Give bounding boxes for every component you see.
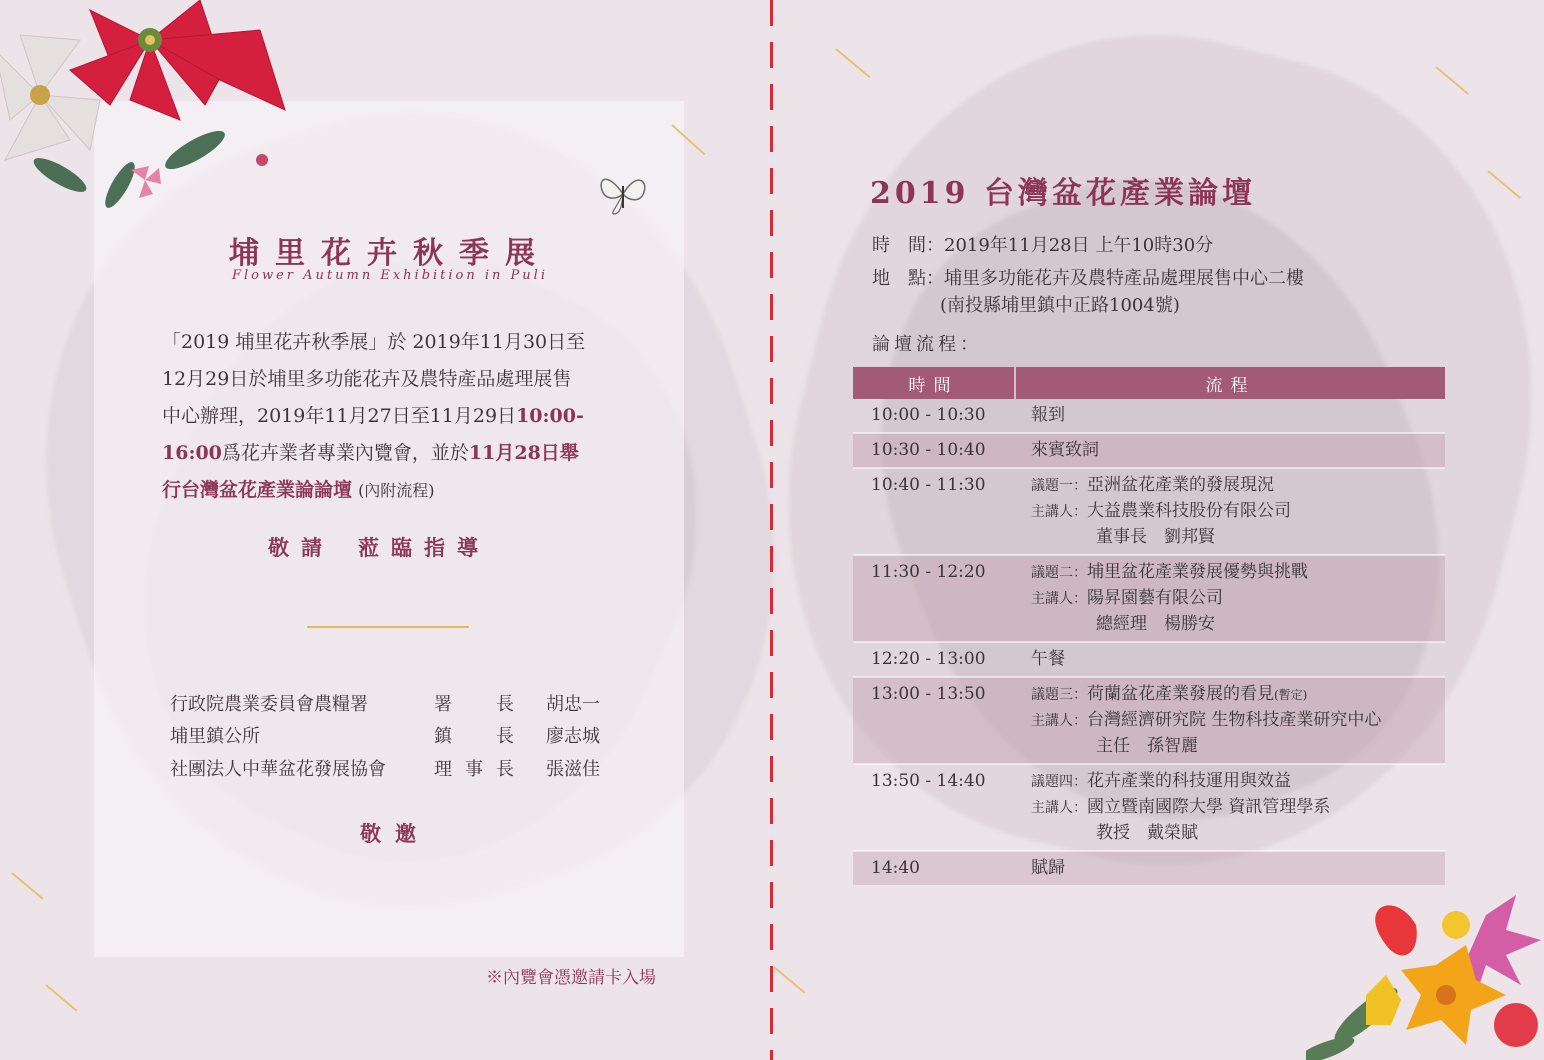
schedule-row xyxy=(853,433,1445,468)
row-time: 10:30 - 10:40 xyxy=(853,433,1015,468)
host-title: 理事長 xyxy=(434,759,514,780)
schedule-row xyxy=(853,642,1445,677)
host-name: 張滋佳 xyxy=(546,759,600,780)
topic-line xyxy=(1031,560,1445,586)
forum-title: 2019 台灣盆花產業論壇 xyxy=(870,176,1256,211)
intro-highlight: 10:00- xyxy=(516,405,584,427)
speaker-label: 主講人： xyxy=(1031,504,1087,520)
time-value: 2019年11月28日 上午10時30分 xyxy=(944,235,1214,256)
exhibition-subtitle: Flower Autumn Exhibition in Puli xyxy=(231,268,548,283)
invitation-phrase-1: 敬請 xyxy=(268,535,334,560)
host-org: 社團法人中華盆花發展協會 xyxy=(170,759,386,780)
butterfly-icon xyxy=(596,168,650,218)
time-label: 時 間： xyxy=(872,235,944,256)
speaker-org: 國立暨南國際大學 資訊管理學系 xyxy=(1087,797,1331,817)
entry-note: ※內覽會憑邀請卡入場 xyxy=(486,968,656,988)
topic-line xyxy=(1031,769,1445,795)
speaker-org: 台灣經濟研究院 生物科技產業研究中心 xyxy=(1087,710,1382,730)
row-detail xyxy=(1015,555,1445,642)
schedule-row xyxy=(853,851,1445,885)
host-name: 廖志城 xyxy=(546,726,600,747)
gold-stroke xyxy=(11,872,43,899)
host-name: 胡忠一 xyxy=(546,694,600,715)
invitation-sign: 敬邀 xyxy=(360,821,430,846)
row-time: 12:20 - 13:00 xyxy=(853,642,1015,677)
row-detail xyxy=(1015,468,1445,555)
speaker-label: 主講人： xyxy=(1031,800,1087,816)
row-detail xyxy=(1015,677,1445,764)
topic-label: 議題一： xyxy=(1031,478,1087,494)
schedule-row xyxy=(853,555,1445,642)
topic-text: 花卉產業的科技運用與效益 xyxy=(1087,771,1291,791)
forum-place xyxy=(872,264,1304,290)
host-org: 埔里鎮公所 xyxy=(170,726,260,747)
speaker-org: 陽昇園藝有限公司 xyxy=(1087,588,1223,608)
topic-label: 議題四： xyxy=(1031,774,1087,790)
intro-line xyxy=(162,435,622,472)
speaker-label: 主講人： xyxy=(1031,713,1087,729)
gold-stroke xyxy=(45,984,77,1011)
forum-flow-label: 論壇流程： xyxy=(872,334,982,355)
gold-stroke xyxy=(773,966,805,993)
row-item: 午餐 xyxy=(1015,642,1445,677)
speaker-org: 大益農業科技股份有限公司 xyxy=(1087,501,1291,521)
tropical-flower-icon xyxy=(1306,885,1544,1060)
exhibition-title: 埔里花卉秋季展 xyxy=(229,236,551,271)
host-title: 鎮長 xyxy=(434,726,514,747)
host-title: 署長 xyxy=(434,694,514,715)
poinsettia-flower-icon xyxy=(0,0,290,215)
row-item: 報到 xyxy=(1031,405,1065,425)
topic-label: 議題二： xyxy=(1031,565,1087,581)
speaker-name: 總經理 楊勝安 xyxy=(1096,614,1215,634)
forum-address: (南投縣埔里鎮中正路1004號) xyxy=(940,295,1180,316)
fold-divider xyxy=(770,0,773,1060)
speaker-line xyxy=(1031,586,1445,612)
intro-paragraph xyxy=(162,324,622,509)
intro-highlight: 11月28日舉 xyxy=(468,442,579,464)
topic-line xyxy=(1031,473,1445,499)
intro-highlight: 16:00 xyxy=(162,442,222,464)
speaker-line xyxy=(1031,499,1445,525)
intro-line: 「2019 埔里花卉秋季展」於 2019年11月30日至 xyxy=(162,331,586,353)
schedule-row xyxy=(853,677,1445,764)
intro-note: (內附流程) xyxy=(358,481,435,500)
row-item: 賦歸 xyxy=(1015,851,1445,885)
gold-stroke xyxy=(1435,66,1468,95)
intro-text: 中心辦理，2019年11月27日至11月29日 xyxy=(162,405,517,427)
invitation-phrase-2: 蒞臨指導 xyxy=(358,535,490,560)
speaker-name: 主任 孫智麗 xyxy=(1096,736,1198,756)
speaker-line xyxy=(1031,708,1445,734)
gold-stroke xyxy=(835,48,870,78)
row-time: 13:00 - 13:50 xyxy=(853,677,1015,764)
topic-text: 亞洲盆花產業的發展現況 xyxy=(1087,475,1274,495)
speaker-name: 董事長 劉邦賢 xyxy=(1096,527,1215,547)
topic-line xyxy=(1031,682,1445,708)
row-detail xyxy=(1015,764,1445,851)
schedule-row xyxy=(853,399,1445,433)
intro-line: 12月29日於埔里多功能花卉及農特產品處理展售 xyxy=(162,368,572,390)
schedule-row xyxy=(853,468,1445,555)
schedule-header xyxy=(853,367,1445,399)
row-time: 10:00 - 10:30 xyxy=(871,405,986,425)
intro-highlight: 行台灣盆花產業論論壇 xyxy=(162,479,353,501)
speaker-label: 主講人： xyxy=(1031,591,1087,607)
intro-line xyxy=(162,472,622,509)
forum-time xyxy=(872,231,1213,257)
invitation-phrase xyxy=(268,532,490,562)
schedule-row xyxy=(853,764,1445,851)
place-value: 埔里多功能花卉及農特產品處理展售中心二樓 xyxy=(944,268,1304,289)
intro-line xyxy=(162,398,622,435)
intro-text: 爲花卉業者專業內覽會，並於 xyxy=(221,442,469,464)
topic-label: 議題三： xyxy=(1031,687,1087,703)
col-flow: 流程 xyxy=(1015,367,1445,399)
schedule-table xyxy=(853,367,1445,885)
host-org: 行政院農業委員會農糧署 xyxy=(170,694,368,715)
gold-stroke xyxy=(1487,170,1520,199)
topic-note: (暫定) xyxy=(1274,688,1308,702)
row-time: 10:40 - 11:30 xyxy=(853,468,1015,555)
place-label: 地 點： xyxy=(872,268,944,289)
row-time: 14:40 xyxy=(853,851,1015,885)
speaker-line xyxy=(1031,795,1445,821)
topic-text: 埔里盆花產業發展優勢與挑戰 xyxy=(1087,562,1308,582)
topic-text: 荷蘭盆花產業發展的看見 xyxy=(1087,684,1274,704)
row-time: 11:30 - 12:20 xyxy=(853,555,1015,642)
row-item: 來賓致詞 xyxy=(1015,433,1445,468)
row-time: 13:50 - 14:40 xyxy=(853,764,1015,851)
col-time: 時間 xyxy=(853,367,1015,399)
gold-divider xyxy=(307,626,469,628)
speaker-name: 教授 戴榮賦 xyxy=(1096,823,1198,843)
